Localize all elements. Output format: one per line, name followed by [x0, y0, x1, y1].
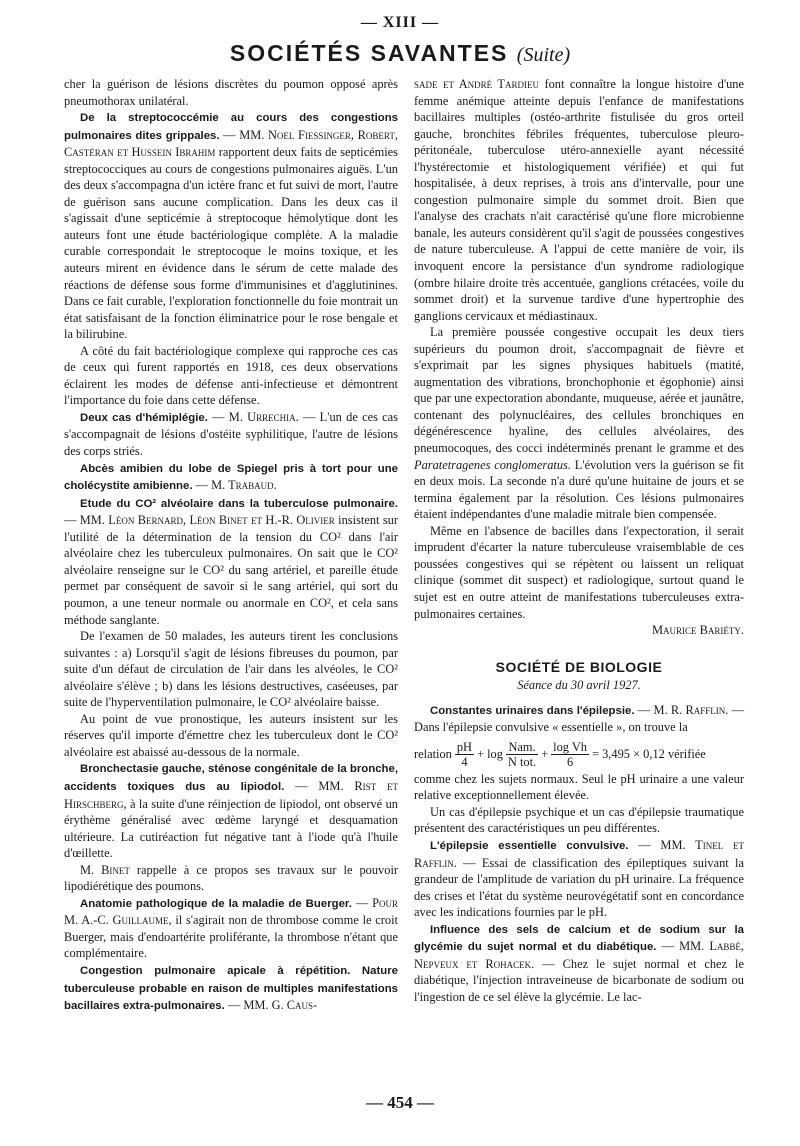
communication-title: Etude du CO² alvéolaire dans la tuberculose pulmonaire. [80, 497, 398, 510]
right-column [414, 76, 744, 1005]
paragraph [414, 76, 744, 324]
paragraph-body: il s'agirait non de thrombose comme le croit Buerger, mais d'endoartérite proliférante, la thrombose n'étant que complémentaire. [64, 913, 398, 961]
communication-title: Abcès amibien du lobe de Spiegel pris à tort pour une cholécystite amibienne. [64, 462, 398, 493]
paragraph-body: insistent sur l'utilité de la détermination de la tension du CO² dans l'air alvéolaire chez les tuberculeux pulmonaires. On sait que le CO² alvéolaire renseigne sur le CO² du sang artériel, et pareille étude permet par conséquent de savoir si le sang artériel, qui sort du poumon, a une teneur normale ou anormale en CO², et cela sans méthode sanglante. [64, 513, 398, 627]
authors: — M. Trabaud. [195, 478, 277, 493]
authors: — MM. Tinel et Rafflin. [414, 837, 744, 870]
communication-title: Constantes urinaires dans l'épilepsie. [430, 704, 635, 717]
authors: — MM. Rist et Hirschberg, [64, 778, 398, 811]
paragraph [64, 962, 398, 1015]
paragraph [414, 837, 744, 921]
communication-title: Bronchectasie gauche, sténose congénitale de la bronche, accidents toxiques dus au lipiodol. [64, 763, 398, 793]
fraction-volume [551, 740, 589, 769]
fraction-numerator: log Vh [553, 739, 588, 754]
section-date: Séance du 30 avril 1927. [517, 678, 641, 693]
paragraph: cher la guérison de lésions discrètes du poumon opposé après pneumothorax unilatéral. [64, 77, 398, 108]
authors: M. Binet [80, 862, 130, 877]
paragraph-body: font connaître la longue histoire d'une femme anémique atteinte depuis l'enfance de manifestations bacillaires multiples (ostéo-arthrite fistulisée du gros orteil gauche, bronchites fébriles fréquentes, tuberculose pleuro-péritonéale, tuberculose utéro-annexielle ayant nécessité l'hystérectomie et histologiquement vérifiée) et qui fut hospitalisée, à deux reprises, à trois ans d'intervalle, pour une congestion pulmonaire simple du sommet droit. Bien que l'analyse des crachats n'ait caractérisé qu'une flore microbienne banale, les auteurs considèrent qu'il s'agit de poussées congestives de nature tuberculeuse. A l'appui de cette manière de voir, ils invoquent encore la persistance d'un syndrome radiologique (ombre hilaire droite très accentuée, ganglions crétacées, voile du sommet droit) et la survenue tardive d'une hypertrophie des ganglions cervicaux et médiastinaux. [414, 77, 744, 323]
paragraph [64, 760, 398, 861]
fraction-numerator: pH [456, 739, 472, 754]
communication-title: Anatomie pathologique de la maladie de Buerger. [80, 897, 352, 910]
communication-title: Deux cas d'hémiplégie. [80, 411, 208, 424]
fraction-numerator: Nam. [508, 739, 536, 754]
running-title [0, 40, 800, 67]
paragraph: Un cas d'épilepsie psychique et un cas d'épilepsie traumatique présentent des caractéristiques un peu différentes. [414, 804, 744, 836]
paragraph: Au point de vue pronostique, les auteurs insistent sur les réserves qu'il importe d'émettre chez les tuberculeux dont le CO² alvéolaire est abaissé au-dessous de la normale. [64, 711, 398, 759]
fraction-nitrogen [506, 740, 538, 769]
communication-title: Congestion pulmonaire apicale à répétition. Nature tuberculeuse probable en raison de multiples manifestations bacillaires extra-pulmonaires. [64, 964, 398, 1013]
paragraph: comme chez les sujets normaux. Seul le pH urinaire a une valeur relative exceptionnellement élevée. [414, 771, 744, 803]
paragraph [414, 324, 744, 523]
fraction-denominator: 6 [566, 754, 574, 769]
paragraph-body: L'évolution vers la guérison se fit en deux mois. La seconde n'a duré qu'une huitaine de jours et se termina également par la résolution. Ces lésions pulmonaires étaient indépendantes d'une maladie mitrale bien compensée. [414, 457, 744, 522]
formula-operator: + log [477, 747, 503, 761]
paragraph: De l'examen de 50 malades, les auteurs tirent les conclusions suivantes : a) Lorsqu'il s'agit de lésions fibreuses du poumon, par suite d'un défaut de circulation de l'air dans les alvéoles, le CO² alvéolaire s'élève ; b) dans les lésions destructives, caséeuses, par suite de l'hyperventilation pulmonaire, le CO² alvéolaire baisse. [64, 629, 398, 710]
paragraph [64, 109, 398, 343]
authors: — Pour M. A.-C. Guillaume, [64, 895, 398, 928]
fraction-denominator: 4 [461, 754, 468, 769]
paragraph: A côté du fait bactériologique complexe qui rapproche ces cas de ceux qui furent rapportés en 1918, ces deux observations éclairent les modes de défense anti-infectieuse et démontrent l'importance du foie dans cette défense. [64, 343, 398, 408]
paragraph [64, 862, 398, 895]
authors: sade et André Tardieu [414, 77, 539, 91]
paragraph: Même en l'absence de bacilles dans l'expectoration, il serait imprudent d'écarter la nature tuberculeuse vraisemblable de ces poussées congestives qui se répètent ou laissent un reliquat clinique (sommet dit suspect) et radiologique, surtout quand le sujet est en outre atteint de manifestations tuberculeuses extra-pulmonaires certaines. [414, 523, 744, 621]
paragraph-body: rappelle à ce propos ses travaux sur le pouvoir lipodiérétique des poumons. [64, 862, 399, 894]
paragraph-body: rapportent deux faits de septicémies streptococciques au cours de congestions pulmonaires aiguës. L'un des deux s'accompagna d'un ictère franc et fut suivi de mort, l'autre de guérison sans aucune complication. Dans les deux cas il s'agissait d'une septicémie à streptocoque hémolytique dont les auteurs font une étude bactériologique complète. A la maladie curable correspondait le streptocoque le moins toxique, et les auteurs mirent en évidence dans le sérum de cette malade des réactions de défense sous forme d'immunisines et d'agglutinines. Dans ce fait curable, l'exploration fonctionnelle du foie montrait un état satisfaisant de la fonction éliminatrice pour le rose bengale et la bilirubine. [64, 145, 398, 342]
paragraph-body: — L'un de ces cas s'accompagnait de lésions d'ostéite syphilitique, l'autre de lésions des corps striés. [64, 409, 399, 459]
paragraph-body: — Dans l'épilepsie convulsive « essentielle », on trouve la [414, 702, 744, 735]
paragraph [64, 495, 398, 628]
running-title-suite: (Suite) [516, 44, 571, 66]
paragraph-body: — Chez le sujet normal et chez le diabétique, l'injection intraveineuse de bicarbonate de sodium ou l'ingestion de ce sel élève la glycémie. Le lac- [414, 956, 744, 1004]
section-title: SOCIÉTÉ DE BIOLOGIE [495, 658, 663, 675]
running-title-main: SOCIÉTÉS SAVANTES [229, 40, 509, 66]
fraction-ph [455, 740, 474, 769]
authors: — MM. Léon Bernard, Léon Binet et H.-R. Olivier [64, 513, 335, 528]
fraction-denominator: N tot. [507, 754, 537, 769]
authors: — MM. G. Caus- [227, 998, 318, 1013]
formula-operator: + [541, 747, 549, 761]
authors: — MM. Noel Fiessinger, Robert, Castéran et Hussein Ibrahim [64, 127, 398, 160]
paragraph [64, 409, 398, 460]
urinary-formula [414, 740, 744, 769]
communication-title: De la streptococcémie au cours des congestions pulmonaires dites grippales. [64, 112, 398, 142]
signature: Maurice Bariéty. [652, 623, 744, 638]
paragraph-body: à la suite d'une réinjection de lipiodol, ont observé un érythème généralisé avec œdème laryngé et desquamation ultérieure. La cutiréaction fut négative tant à l'iode qu'à l'huile d'œillette. [64, 796, 398, 861]
authors: — M. Urrechia. [212, 409, 299, 424]
communication-title: L'épilepsie essentielle convulsive. [430, 839, 629, 852]
paragraph [414, 702, 744, 736]
species-name: Paratetragenes conglomeratus. [414, 457, 571, 472]
formula-lead: relation [414, 747, 452, 761]
authors: — MM. Labbé, Nepveux et Rohacek. [414, 939, 745, 971]
page-folio-roman: — XIII — [360, 14, 440, 31]
paragraph [64, 895, 398, 962]
formula-result: = 3,495 × 0,12 vérifiée [592, 747, 706, 761]
page-number: — 454 — [366, 1093, 434, 1112]
paragraph-body: La première poussée congestive occupait les deux tiers supérieurs du poumon droit, s'accompagnait de fièvre et s'exprimait par les signes physiques habituels (matité, augmentation des vibrations, bronchophonie et égophonie) ainsi que par une expectoration abondante, muqueuse, aérée et jaunâtre, contenant des polynucléaires, des cellules bronchiques en dégénérescence hyaline, des cellules alvéolaires, des pneumocoques, des cocci indéterminés prenant le gramme et des [414, 325, 744, 456]
paragraph [64, 460, 398, 495]
paragraph [414, 921, 744, 1006]
communication-title: Influence des sels de calcium et de sodium sur la glycémie du sujet normal et du diabétique. [414, 923, 744, 954]
authors: — M. R. Rafflin. [637, 702, 729, 717]
left-column [64, 76, 398, 1015]
paragraph-body: — Essai de classification des épileptiques suivant la grandeur de l'amplitude de variation du pH urinaire. La fréquence des crises et l'état du système neurovégétatif sont en concordance avec les indications fournies par le pH. [414, 855, 744, 920]
